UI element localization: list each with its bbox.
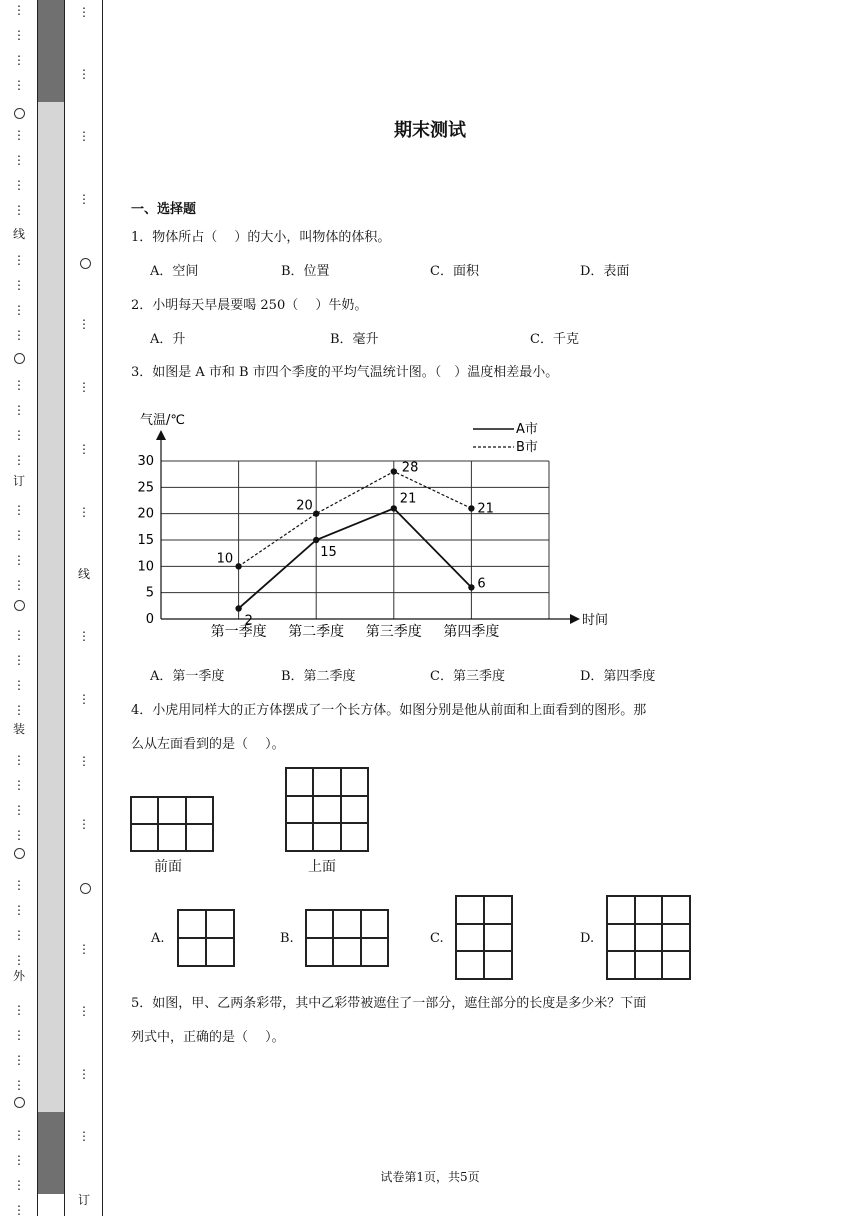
q3-option-d: D．第四季度: [580, 669, 656, 684]
chart-x-axis-title: 时间: [582, 613, 609, 628]
page-footer: 试卷第1页，共5页: [380, 1170, 480, 1184]
q5-stem-line2: 列式中，正确的是（ ）。: [131, 1030, 285, 1045]
inner-margin-dots: ⋮: [78, 629, 90, 643]
q1-option-d: D．表面: [580, 264, 630, 279]
y-tick-label: 20: [137, 506, 154, 522]
margin-dots: ⋮: [13, 278, 25, 292]
inner-margin-dots: ⋮: [78, 317, 90, 331]
margin-dots: ⋮: [13, 453, 25, 467]
data-label: 10: [216, 551, 234, 567]
q1-option-c: C．面积: [430, 264, 479, 279]
x-tick-label: 第二季度: [288, 624, 345, 640]
x-tick-label: 第四季度: [443, 624, 500, 640]
inner-margin-dots: ⋮: [78, 129, 90, 143]
margin-bar-top: [38, 0, 64, 102]
margin-dots: ⋮: [13, 378, 25, 392]
margin-dots: ⋮: [13, 828, 25, 842]
q3-option-c: C．第三季度: [430, 669, 505, 684]
inner-circle: [80, 258, 91, 269]
margin-dots: ⋮: [13, 1028, 25, 1042]
chart-y-axis-title: 气温/℃: [140, 413, 185, 428]
margin-dots: ⋮: [13, 178, 25, 192]
data-label: 15: [320, 545, 337, 560]
q1-stem: 1．物体所占（ ）的大小，叫物体的体积。: [131, 230, 391, 245]
margin-dots: ⋮: [13, 1128, 25, 1142]
margin-label-xian: 线: [13, 227, 26, 241]
inner-circle: [80, 883, 91, 894]
chart-labels: [137, 454, 499, 640]
inner-margin-dots: ⋮: [78, 754, 90, 768]
margin-bar-middle: [38, 102, 64, 1112]
margin-dots: ⋮: [13, 203, 25, 217]
data-point: [468, 505, 474, 511]
inner-margin-dots: ⋮: [78, 1067, 90, 1081]
inner-margin-dots: ⋮: [78, 380, 90, 394]
x-tick-label: 第三季度: [365, 624, 422, 640]
y-tick-label: 15: [137, 533, 154, 548]
data-point: [235, 563, 241, 569]
data-label: 21: [477, 501, 494, 517]
margin-dots: ⋮: [13, 528, 25, 542]
series-line-a: [239, 508, 472, 608]
data-point: [468, 584, 474, 590]
y-axis-arrow: [156, 430, 166, 440]
margin-dots: ⋮: [13, 328, 25, 342]
inner-margin-dots: ⋮: [78, 817, 90, 831]
y-tick-label: 5: [145, 585, 154, 601]
margin-dots: ⋮: [13, 678, 25, 692]
section-heading: 一、选择题: [131, 202, 197, 217]
chart-grid: [161, 461, 549, 619]
data-label: 2: [244, 613, 253, 629]
inner-margin-dots: ⋮: [78, 692, 90, 706]
margin-dots: ⋮: [13, 1078, 25, 1092]
q4-option-a-label: A.: [151, 931, 165, 946]
inner-margin-dots: ⋮: [78, 1129, 90, 1143]
margin-dots: ⋮: [13, 28, 25, 42]
inner-margin-dots: ⋮: [78, 442, 90, 456]
front-view-label: 前面: [154, 859, 182, 875]
margin-dots: ⋮: [13, 653, 25, 667]
margin-dots: ⋮: [13, 578, 25, 592]
front-view-figure: [130, 796, 214, 852]
margin-dots: ⋮: [13, 78, 25, 92]
margin-dots: ⋮: [13, 953, 25, 967]
margin-dots: ⋮: [13, 503, 25, 517]
data-label: 28: [401, 460, 419, 476]
y-tick-label: 30: [137, 454, 154, 469]
margin-dots: ⋮: [13, 153, 25, 167]
q4-stem-line2: 么从左面看到的是（ ）。: [131, 737, 285, 752]
margin-dots: ⋮: [13, 1153, 25, 1167]
margin-dots: ⋮: [13, 628, 25, 642]
margin-dots: ⋮: [13, 703, 25, 717]
temperature-line-chart: [130, 402, 630, 647]
inner-margin-dots: ⋮: [78, 1004, 90, 1018]
x-axis-arrow: [570, 614, 580, 624]
data-label: 20: [296, 498, 313, 514]
margin-dots: ⋮: [13, 253, 25, 267]
q4-option-a-figure: [177, 909, 235, 967]
inner-margin-dots: ⋮: [78, 192, 90, 206]
x-tick-label: 第一季度: [210, 624, 267, 640]
inner-margin-dots: ⋮: [78, 505, 90, 519]
margin-label-ding: 订: [13, 474, 26, 488]
data-label: 6: [477, 576, 486, 592]
inner-margin-dots: ⋮: [78, 942, 90, 956]
q2-option-b: B．毫升: [330, 332, 379, 347]
data-point: [313, 537, 319, 543]
margin-dots: ⋮: [13, 928, 25, 942]
margin-circle: [14, 1097, 25, 1108]
q4-option-b-figure: [305, 909, 389, 967]
margin-dots: ⋮: [13, 428, 25, 442]
data-point: [313, 510, 319, 516]
margin-dots: ⋮: [13, 403, 25, 417]
legend-a-label: A市: [516, 422, 538, 437]
margin-dots: ⋮: [13, 3, 25, 17]
margin-circle: [14, 848, 25, 859]
q4-option-c-figure: [455, 895, 513, 980]
margin-dots: ⋮: [13, 128, 25, 142]
margin-dots: ⋮: [13, 803, 25, 817]
data-label: 21: [399, 491, 417, 507]
q1-option-b: B．位置: [281, 264, 330, 279]
q3-option-b: B．第二季度: [281, 669, 356, 684]
chart-axes: [156, 430, 580, 624]
margin-dots: ⋮: [13, 903, 25, 917]
data-point: [391, 468, 397, 474]
q2-option-c: C．千克: [530, 332, 579, 347]
margin-dots: ⋮: [13, 553, 25, 567]
q4-option-d-figure: [606, 895, 691, 980]
inner-margin-dots: ⋮: [78, 5, 90, 19]
chart-legend: [473, 422, 538, 455]
margin-dots: ⋮: [13, 878, 25, 892]
q4-option-b-label: B.: [280, 931, 294, 946]
top-view-label: 上面: [308, 859, 336, 875]
margin-circle: [14, 600, 25, 611]
q4-option-d-label: D.: [580, 931, 595, 946]
top-view-figure: [285, 767, 369, 852]
q3-option-a: A．第一季度: [150, 669, 225, 684]
margin-dots: ⋮: [13, 53, 25, 67]
inner-label-ding: 订: [78, 1193, 91, 1207]
page-title: 期末测试: [394, 120, 466, 141]
q2-stem: 2．小明每天早晨要喝 250（ ）牛奶。: [131, 298, 368, 313]
y-tick-label: 0: [145, 612, 154, 627]
margin-dots: ⋮: [13, 1203, 25, 1217]
margin-label-zhuang: 装: [13, 722, 26, 736]
margin-label-wai: 外: [13, 969, 26, 983]
q2-option-a: A．升: [150, 332, 186, 347]
inner-label-xian: 线: [78, 567, 91, 581]
data-point: [235, 605, 241, 611]
inner-margin-dots: ⋮: [78, 67, 90, 81]
q3-stem: 3．如图是 A 市和 B 市四个季度的平均气温统计图。（ ）温度相差最小。: [131, 365, 559, 380]
data-point: [391, 505, 397, 511]
margin-dots: ⋮: [13, 303, 25, 317]
y-tick-label: 10: [137, 559, 154, 575]
margin-dots: ⋮: [13, 778, 25, 792]
margin-dots: ⋮: [13, 1053, 25, 1067]
y-tick-label: 25: [137, 480, 154, 496]
margin-dots: ⋮: [13, 1178, 25, 1192]
margin-dots: ⋮: [13, 1003, 25, 1017]
q4-option-c-label: C.: [430, 931, 444, 946]
q4-stem-line1: 4．小虎用同样大的正方体摆成了一个长方体。如图分别是他从前面和上面看到的图形。那: [131, 703, 647, 718]
q1-option-a: A．空间: [150, 264, 199, 279]
margin-circle: [14, 353, 25, 364]
legend-b-label: B市: [516, 440, 538, 455]
q5-stem-line1: 5．如图，甲、乙两条彩带，其中乙彩带被遮住了一部分，遮住部分的长度是多少米？下面: [131, 996, 647, 1011]
margin-dots: ⋮: [13, 753, 25, 767]
